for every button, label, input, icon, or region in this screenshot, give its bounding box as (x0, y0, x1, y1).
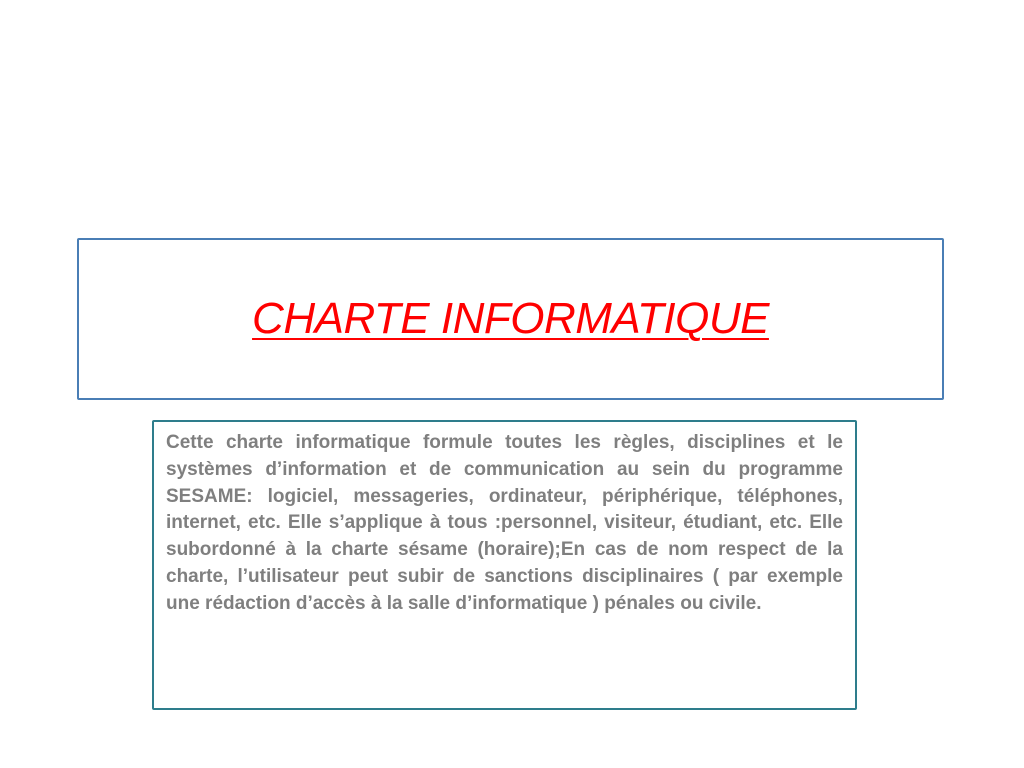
slide-title: CHARTE INFORMATIQUE (252, 294, 769, 343)
content-placeholder (152, 420, 857, 710)
slide-body-text: Cette charte informatique formule toutes les règles, disciplines et le systèmes d’information et de communication au sein du programme SESAME: logiciel, messageries, ordinateur, périphérique, téléphones, internet, etc. Elle s’applique à tous :personnel, visiteur, étudiant, etc. Elle subordonné à la charte sésame (horaire);En cas de nom respect de la charte, l’utilisateur peut subir de sanctions disciplinaires ( par exemple une rédaction d’accès à la salle d’informatique ) pénales ou civile. (166, 432, 843, 614)
title-placeholder (77, 238, 944, 400)
